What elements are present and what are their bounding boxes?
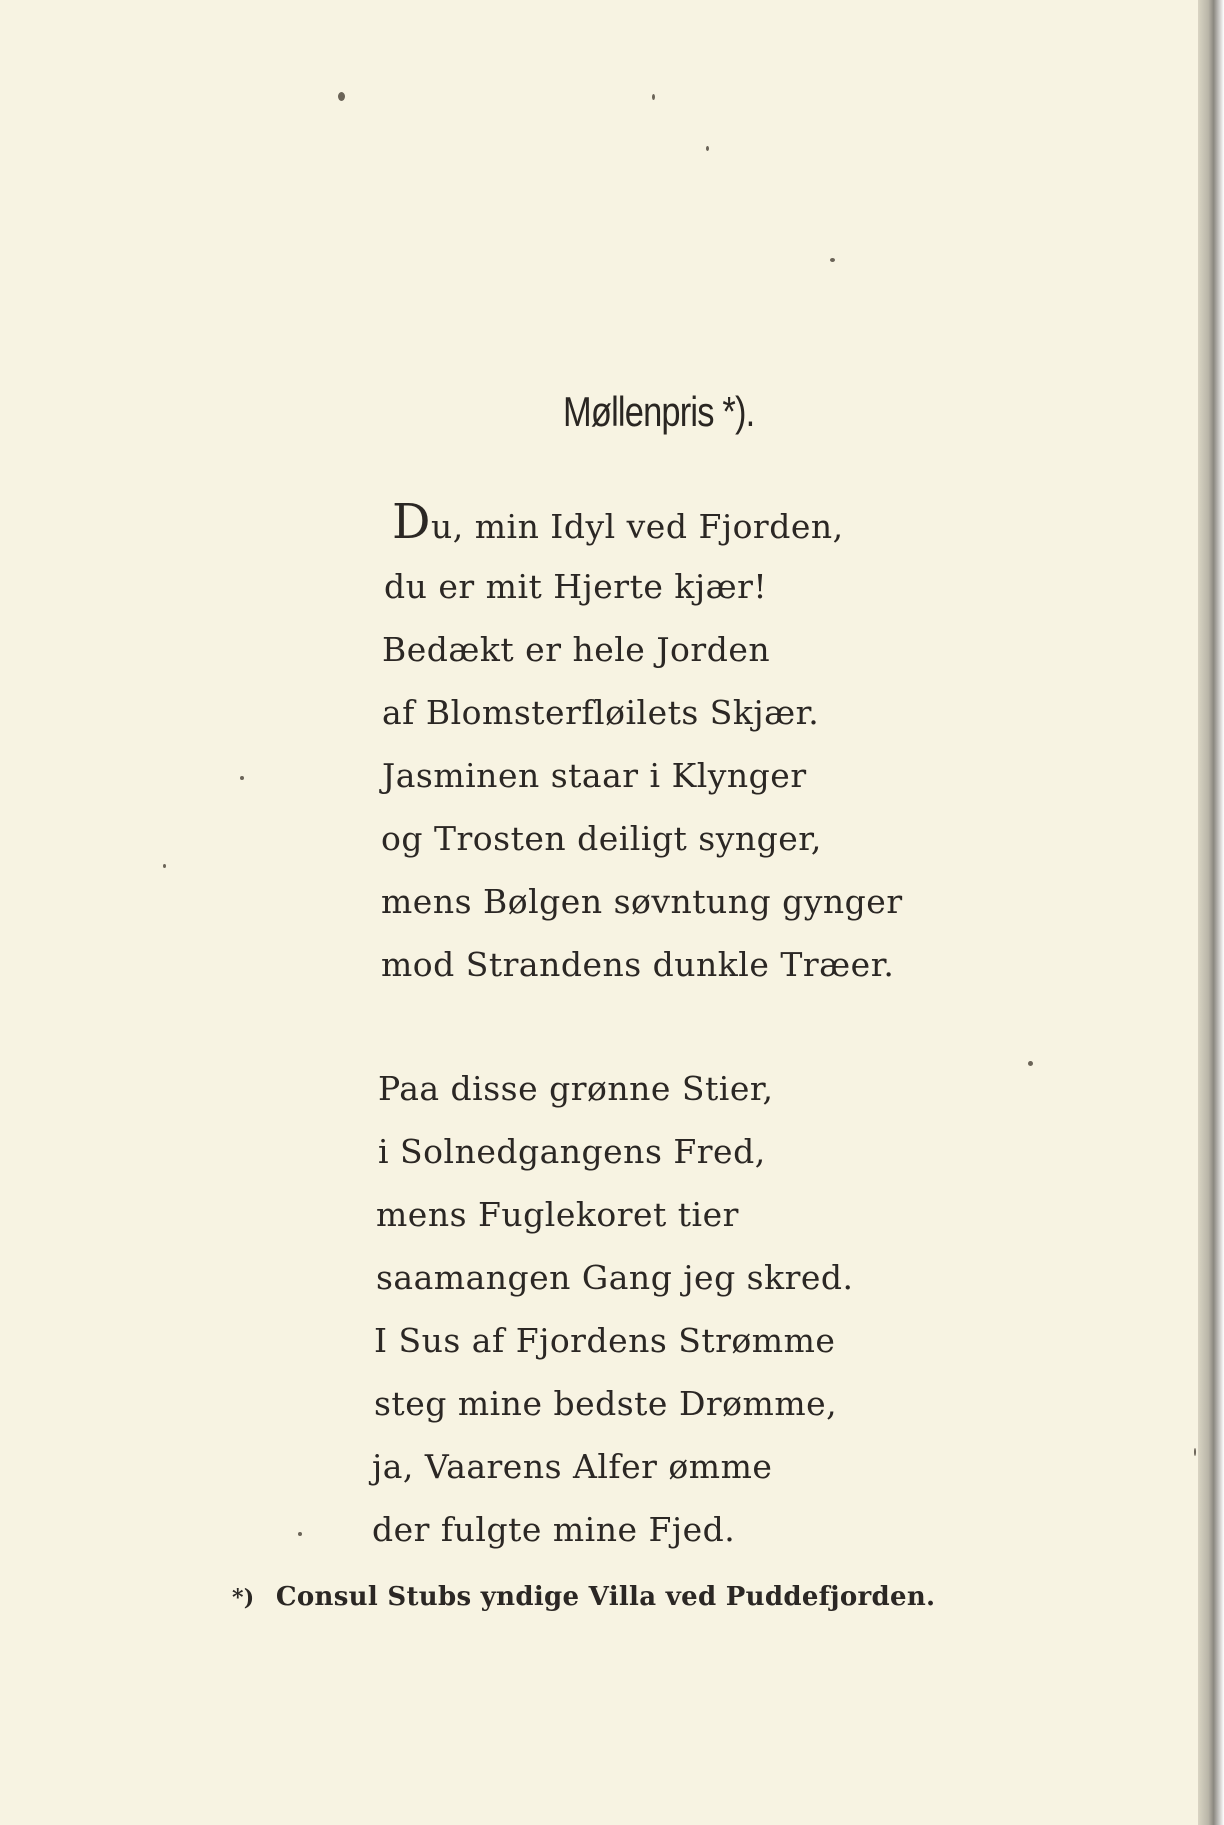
paper-speck xyxy=(830,258,835,262)
stanza2-line-8: der fulgte mine Fjed. xyxy=(372,1510,736,1549)
paper-speck xyxy=(298,1532,302,1536)
stanza1-line-5: Jasminen staar i Klynger xyxy=(382,756,807,795)
footnote-text: Consul Stubs yndige Villa ved Puddefjorden. xyxy=(275,1582,936,1612)
paper-speck xyxy=(1194,1448,1196,1456)
footnote-marker: *) xyxy=(232,1585,255,1611)
stanza2-line-5: I Sus af Fjordens Strømme xyxy=(374,1321,836,1360)
paper-speck xyxy=(240,776,244,780)
page-edge-shadow xyxy=(1198,0,1224,1825)
drop-cap: D xyxy=(392,494,431,550)
stanza1-line-4: af Blomsterfløilets Skjær. xyxy=(382,693,820,732)
stanza2-line-6: steg mine bedste Drømme, xyxy=(374,1384,838,1423)
stanza2-line-7: ja, Vaarens Alfer ømme xyxy=(372,1447,773,1486)
paper-speck xyxy=(338,92,345,101)
poem-title: Møllenpris *). xyxy=(563,388,755,435)
paper-speck xyxy=(706,146,709,151)
stanza2-line-3: mens Fuglekoret tier xyxy=(376,1195,739,1234)
paper-speck xyxy=(1028,1061,1033,1066)
first-line-text: u, min Idyl ved Fjorden, xyxy=(430,507,844,546)
stanza1-line-8: mod Strandens dunkle Træer. xyxy=(381,945,895,984)
stanza2-line-2: i Solnedgangens Fred, xyxy=(378,1132,766,1171)
paper-speck xyxy=(652,94,655,100)
stanza1-line-3: Bedækt er hele Jorden xyxy=(382,630,771,669)
stanza1-line-1 xyxy=(392,494,844,550)
stanza1-line-7: mens Bølgen søvntung gynger xyxy=(381,882,903,921)
stanza2-line-1: Paa disse grønne Stier, xyxy=(378,1069,774,1108)
stanza2-line-4: saamangen Gang jeg skred. xyxy=(376,1258,854,1297)
footnote xyxy=(232,1582,935,1612)
stanza1-line-6: og Trosten deiligt synger, xyxy=(381,819,822,858)
paper-speck xyxy=(163,864,166,868)
stanza1-line-2: du er mit Hjerte kjær! xyxy=(384,567,768,606)
